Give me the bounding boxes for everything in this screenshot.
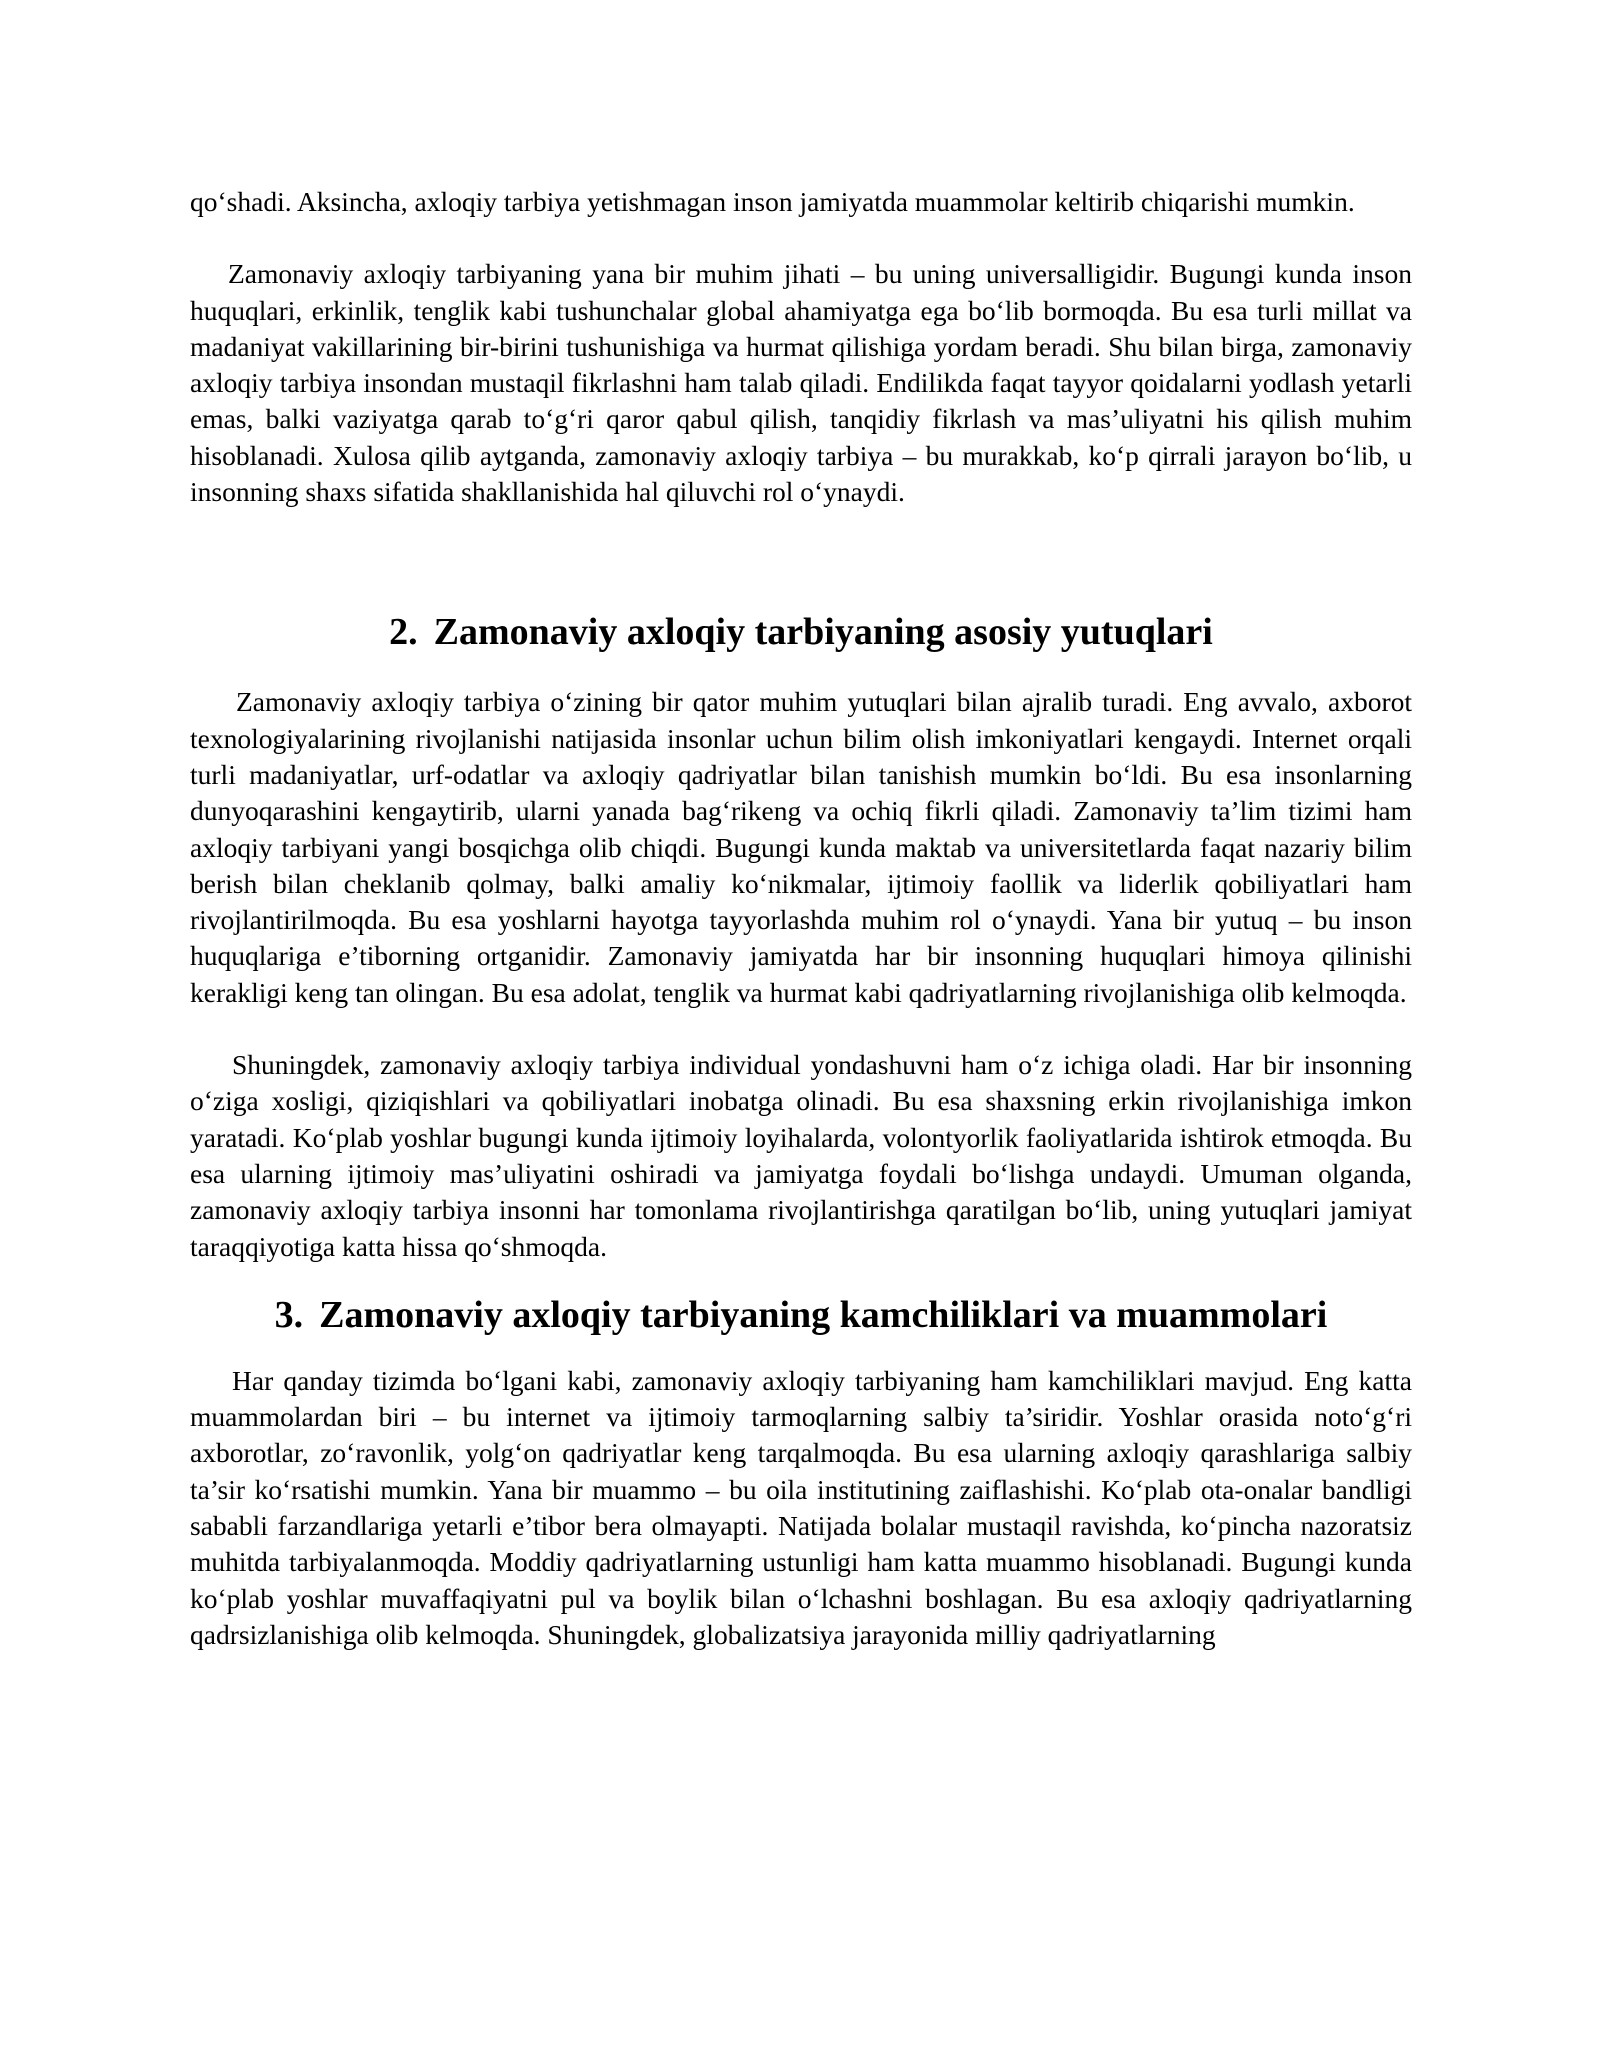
section-heading-achievements <box>190 608 1412 656</box>
section-title: Zamonaviy axloqiy tarbiyaning kamchiliklari va muammolari <box>319 1293 1328 1336</box>
paragraph-achievements: Zamonaviy axloqiy tarbiya o‘zining bir qator muhim yutuqlari bilan ajralib turadi. Eng avvalo, axborot texnologiyalarining rivojlanishi natijasida insonlar uchun bilim olish imkoniyatlari kengaydi. Internet orqali turli madaniyatlar, urf-odatlar va axloqiy qadriyatlar bilan tanishish mumkin bo‘ldi. Bu esa insonlarning dunyoqarashini kengaytirib, ularni yanada bag‘rikeng va ochiq fikrli qiladi. Zamonaviy ta’lim tizimi ham axloqiy tarbiyani yangi bosqichga olib chiqdi. Bugungi kunda maktab va universitetlarda faqat nazariy bilim berish bilan cheklanib qolmay, balki amaliy ko‘nikmalar, ijtimoiy faollik va liderlik qobiliyatlari ham rivojlantirilmoqda. Bu esa yoshlarni hayotga tayyorlashda muhim rol o‘ynaydi. Yana bir yutuq – bu inson huquqlariga e’tiborning ortganidir. Zamonaviy jamiyatda har bir insonning huquqlari himoya qilinishi kerakligi keng tan olingan. Bu esa adolat, tenglik va hurmat kabi qadriyatlarning rivojlanishiga olib kelmoqda. <box>190 686 1412 1008</box>
paragraph-universality: Zamonaviy axloqiy tarbiyaning yana bir muhim jihati – bu uning universalligidir. Bugungi kunda inson huquqlari, erkinlik, tenglik kabi tushunchalar global ahamiyatga ega bo‘lib bormoqda. Bu esa turli millat va madaniyat vakillarining bir-birini tushunishiga va hurmat qilishiga yordam beradi. Shu bilan birga, zamonaviy axloqiy tarbiya insondan mustaqil fikrlashni ham talab qiladi. Endilikda faqat tayyor qoidalarni yodlash yetarli emas, balki vaziyatga qarab to‘g‘ri qaror qabul qilish, tanqidiy fikrlash va mas’uliyatni his qilish muhim hisoblanadi. Xulosa qilib aytganda, zamonaviy axloqiy tarbiya – bu murakkab, ko‘p qirrali jarayon bo‘lib, u insonning shaxs sifatida shakllanishida hal qiluvchi rol o‘ynaydi. <box>190 258 1412 508</box>
paragraph-continuation: qo‘shadi. Aksincha, axloqiy tarbiya yetishmagan inson jamiyatda muammolar keltirib chiqarishi mumkin. <box>190 186 1355 217</box>
document-page <box>190 184 1412 1653</box>
section-heading-problems <box>190 1291 1412 1339</box>
paragraph-problems: Har qanday tizimda bo‘lgani kabi, zamonaviy axloqiy tarbiyaning ham kamchiliklari mavjud. Eng katta muammolardan biri – bu internet va ijtimoiy tarmoqlarning salbiy ta’siridir. Yoshlar orasida noto‘g‘ri axborotlar, zo‘ravonlik, yolg‘on qadriyatlar keng tarqalmoqda. Bu esa ularning axloqiy qarashlariga salbiy ta’sir ko‘rsatishi mumkin. Yana bir muammo – bu oila institutining zaiflashishi. Ko‘plab ota-onalar bandligi sababli farzandlariga yetarli e’tibor bera olmayapti. Natijada bolalar mustaqil ravishda, ko‘pincha nazoratsiz muhitda tarbiyalanmoqda. Moddiy qadriyatlarning ustunligi ham katta muammo hisoblanadi. Bugungi kunda ko‘plab yoshlar muvaffaqiyatni pul va boylik bilan o‘lchashni boshlagan. Bu esa axloqiy qadriyatlarning qadrsizlanishiga olib kelmoqda. Shuningdek, globalizatsiya jarayonida milliy qadriyatlarning <box>190 1364 1412 1650</box>
paragraph-individual-approach: Shuningdek, zamonaviy axloqiy tarbiya individual yondashuvni ham o‘z ichiga oladi. Har bir insonning o‘ziga xosligi, qiziqishlari va qobiliyatlari inobatga olinadi. Bu esa shaxsning erkin rivojlanishiga imkon yaratadi. Ko‘plab yoshlar bugungi kunda ijtimoiy loyihalarda, volontyorlik faoliyatlarida ishtirok etmoqda. Bu esa ularning ijtimoiy mas’uliyatini oshiradi va jamiyatga foydali bo‘lishga undaydi. Umuman olganda, zamonaviy axloqiy tarbiya insonni har tomonlama rivojlantirishga qaratilgan bo‘lib, uning yutuqlari jamiyat taraqqiyotiga katta hissa qo‘shmoqda. <box>190 1049 1412 1262</box>
section-number: 2. <box>389 611 418 654</box>
section-number: 3. <box>274 1293 304 1336</box>
section-title: Zamonaviy axloqiy tarbiyaning asosiy yutuqlari <box>433 611 1213 654</box>
